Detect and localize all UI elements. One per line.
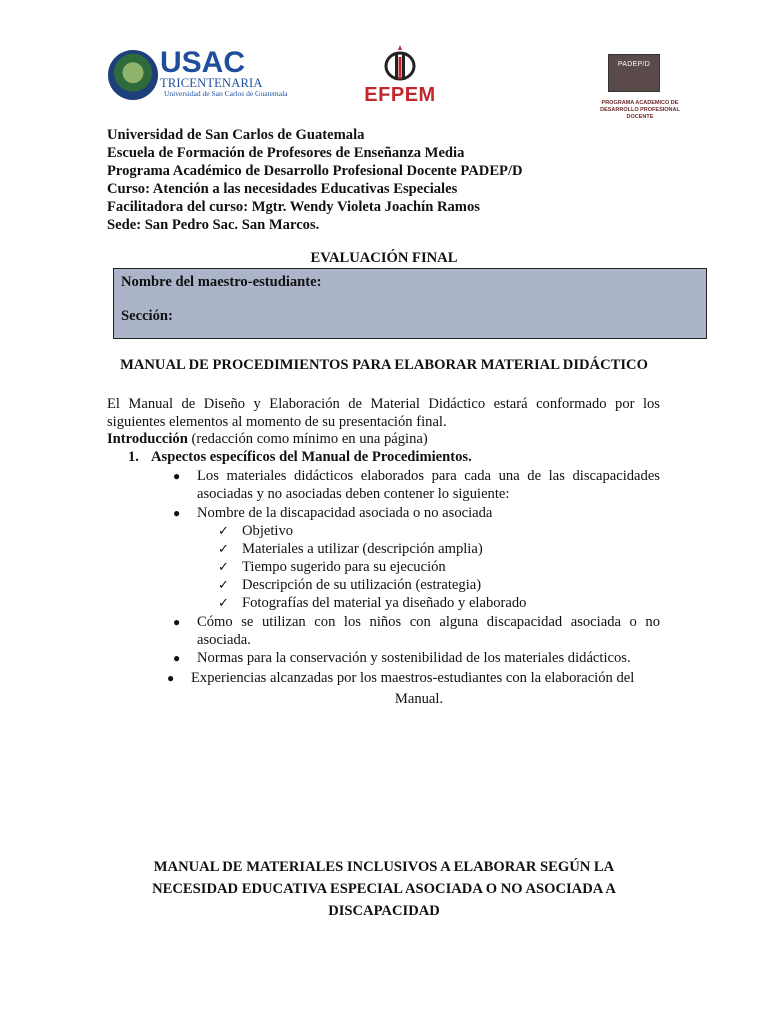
aspect-number: 1. xyxy=(128,449,139,465)
aspect-title: Aspectos específicos del Manual de Procedimientos. xyxy=(151,449,472,465)
bullet-text: Los materiales didácticos elaborados para cada una de las discapacidades asociadas y no asociadas deben contener lo siguiente: xyxy=(197,468,660,502)
header-course: Curso: Atención a las necesidades Educativas Especiales xyxy=(107,181,458,197)
bullet-text: Nombre de la discapacidad asociada o no asociada xyxy=(197,505,493,521)
section-label: Sección: xyxy=(121,308,173,324)
evaluation-title: EVALUACIÓN FINAL xyxy=(310,250,458,266)
usac-logo xyxy=(108,46,288,102)
bullet-icon: ● xyxy=(173,506,181,520)
checkmark-icon: ✓ xyxy=(218,596,229,611)
checklist-item xyxy=(218,522,293,541)
bullet-icon: ● xyxy=(173,615,181,629)
checklist-text: Materiales a utilizar (descripción amplia) xyxy=(242,541,483,557)
padep-logo xyxy=(594,54,686,118)
list-item xyxy=(167,669,661,708)
header-facilitator: Facilitadora del curso: Mgtr. Wendy Violeta Joachín Ramos xyxy=(107,199,480,215)
bullet-icon: ● xyxy=(173,469,181,483)
intro-note: (redacción como mínimo en una página) xyxy=(191,431,428,447)
checklist-text: Fotografías del material ya diseñado y elaborado xyxy=(242,595,527,611)
header-program: Programa Académico de Desarrollo Profesional Docente PADEP/D xyxy=(107,163,523,179)
title-line: NECESIDAD EDUCATIVA ESPECIAL ASOCIADA O NO ASOCIADA A xyxy=(152,881,616,897)
intro-paragraph: El Manual de Diseño y Elaboración de Material Didáctico estará conformado por los siguientes elementos al momento de su presentación final. xyxy=(107,396,660,430)
aspect-heading xyxy=(128,449,472,466)
manual-title: MANUAL DE PROCEDIMIENTOS PARA ELABORAR MATERIAL DIDÁCTICO xyxy=(120,357,648,373)
bullet-icon: ● xyxy=(173,651,181,665)
header-university: Universidad de San Carlos de Guatemala xyxy=(107,127,365,143)
checkmark-icon: ✓ xyxy=(218,578,229,593)
checklist-item xyxy=(218,576,481,595)
efpem-emblem-icon xyxy=(383,44,417,84)
padep-emblem-icon xyxy=(608,54,660,92)
header-school: Escuela de Formación de Profesores de Enseñanza Media xyxy=(107,145,465,161)
bullet-text: Cómo se utilizan con los niños con alguna discapacidad asociada o no asociada. xyxy=(197,614,660,648)
list-item xyxy=(173,613,660,649)
checkmark-icon: ✓ xyxy=(218,560,229,575)
institution-header xyxy=(107,126,523,234)
padep-logo-caption: PROGRAMA ACADEMICO DE DESARROLLO PROFESIONAL DOCENTE xyxy=(600,100,680,120)
title-line: DISCAPACIDAD xyxy=(328,903,440,919)
student-name-label: Nombre del maestro-estudiante: xyxy=(121,274,322,290)
student-info-box xyxy=(113,268,707,339)
title-line: MANUAL DE MATERIALES INCLUSIVOS A ELABORAR SEGÚN LA xyxy=(153,859,615,875)
bullet-text: Normas para la conservación y sostenibilidad de los materiales didácticos. xyxy=(197,650,631,666)
bullet-text: Experiencias alcanzadas por los maestros-estudiantes con la elaboración del xyxy=(191,670,635,686)
bullet-text-continuation: Manual. xyxy=(394,691,444,707)
usac-logo-subtitle: Universidad de San Carlos de Guatemala xyxy=(164,89,288,98)
checkmark-icon: ✓ xyxy=(218,524,229,539)
checklist-text: Descripción de su utilización (estrategia) xyxy=(242,577,482,593)
usac-logo-tagline: TRICENTENARIA xyxy=(160,76,263,90)
efpem-logo-name: EFPEM xyxy=(364,84,436,106)
checklist-item xyxy=(218,540,483,559)
checklist-text: Tiempo sugerido para su ejecución xyxy=(242,559,446,575)
efpem-logo xyxy=(350,44,450,108)
list-item xyxy=(173,467,660,503)
checklist-item xyxy=(218,594,526,613)
list-item xyxy=(173,504,660,522)
header-campus: Sede: San Pedro Sac. San Marcos. xyxy=(107,217,320,233)
padep-box-label: PADEP/D xyxy=(617,61,651,68)
checklist-item xyxy=(218,558,446,577)
intro-label: Introducción xyxy=(107,431,188,447)
checkmark-icon: ✓ xyxy=(218,542,229,557)
usac-logo-name: USAC xyxy=(160,46,246,79)
bullet-icon: ● xyxy=(167,671,175,685)
checklist-text: Objetivo xyxy=(242,523,294,539)
list-item xyxy=(173,649,660,667)
intro-line xyxy=(107,431,428,449)
inclusive-materials-title xyxy=(0,856,768,922)
usac-seal-icon xyxy=(108,50,158,100)
